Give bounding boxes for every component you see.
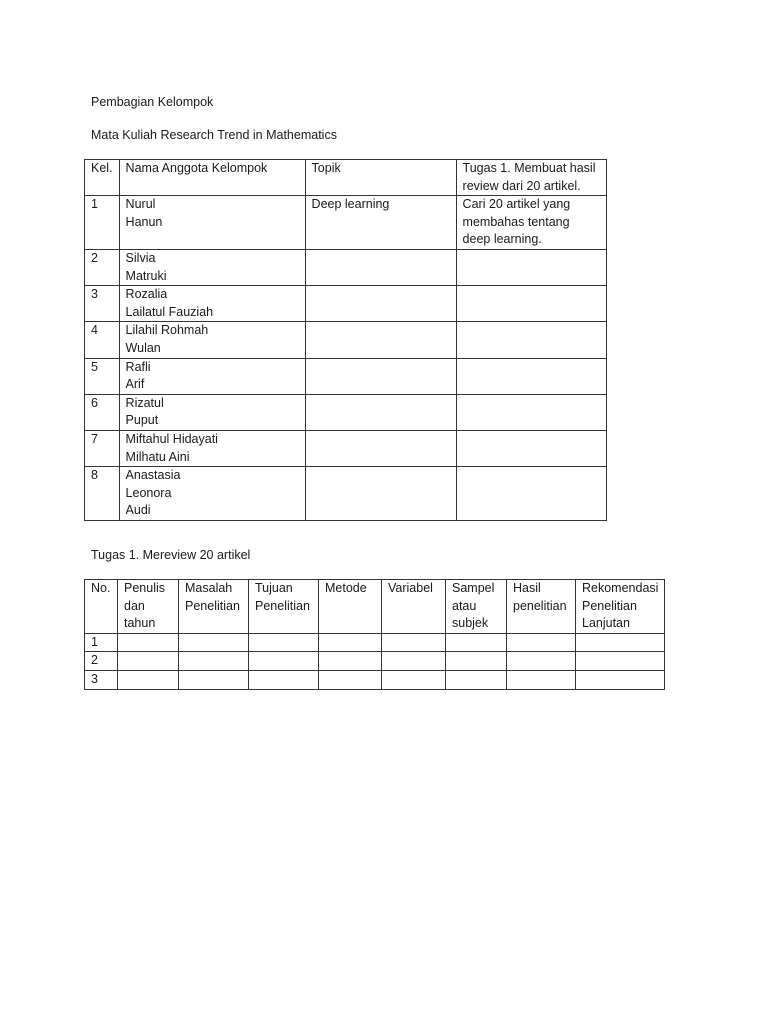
table-row	[85, 358, 607, 394]
header-cell: Sampel atau subjek	[446, 580, 507, 634]
group-table	[84, 159, 607, 521]
group-topic	[305, 467, 456, 521]
group-members	[119, 249, 305, 285]
group-members	[119, 430, 305, 466]
members-text: Rafli Arif	[125, 359, 151, 392]
header-cell: Tugas 1. Membuat hasil review dari 20 artikel.	[456, 160, 606, 196]
group-number: 3	[85, 286, 120, 322]
group-topic	[305, 249, 456, 285]
members-text: Nurul Hanun	[125, 197, 163, 229]
group-members	[119, 394, 305, 430]
group-task	[456, 358, 606, 394]
table-row	[85, 286, 607, 322]
group-number: 7	[85, 430, 120, 466]
group-topic	[305, 430, 456, 466]
group-task	[456, 430, 606, 466]
group-members	[119, 286, 305, 322]
table-row	[85, 670, 665, 689]
header-cell: Topik	[305, 160, 456, 196]
header-cell: Penulis dan tahun	[118, 580, 179, 634]
header-cell: Metode	[319, 580, 382, 634]
table-row	[85, 633, 665, 652]
group-number: 6	[85, 394, 120, 430]
row-number: 2	[85, 652, 118, 671]
group-topic	[305, 286, 456, 322]
group-topic: Deep learning	[305, 196, 456, 250]
members-text: Lilahil Rohmah Wulan	[125, 323, 209, 355]
members-text: Rizatul Puput	[125, 395, 164, 428]
header-cell: No.	[85, 580, 118, 634]
group-number: 4	[85, 322, 120, 358]
review-table	[84, 579, 665, 690]
group-task	[456, 249, 606, 285]
group-task	[456, 394, 606, 430]
group-members	[119, 322, 305, 358]
group-task: Cari 20 artikel yang membahas tentang deep learning.	[456, 196, 606, 250]
table-row	[85, 430, 607, 466]
group-topic	[305, 358, 456, 394]
group-topic	[305, 322, 456, 358]
course-title: Mata Kuliah Research Trend in Mathematics	[91, 128, 337, 142]
group-members	[119, 196, 305, 250]
document-title: Pembagian Kelompok	[91, 95, 214, 109]
header-cell: Hasil penelitian	[507, 580, 576, 634]
review-table-header	[85, 580, 665, 634]
header-cell: Masalah Penelitian	[179, 580, 249, 634]
group-number: 8	[85, 467, 120, 521]
header-cell: Variabel	[382, 580, 446, 634]
group-number: 5	[85, 358, 120, 394]
header-cell: Tujuan Penelitian	[249, 580, 319, 634]
group-task	[456, 286, 606, 322]
row-number: 3	[85, 670, 118, 689]
header-cell: Kel.	[85, 160, 120, 196]
table-row	[85, 249, 607, 285]
table-row	[85, 196, 607, 250]
group-members	[119, 467, 305, 521]
table-row	[85, 394, 607, 430]
group-number: 2	[85, 249, 120, 285]
header-cell: Nama Anggota Kelompok	[119, 160, 305, 196]
table-row	[85, 467, 607, 521]
members-text: Rozalia Lailatul Fauziah	[125, 287, 214, 319]
table-row	[85, 322, 607, 358]
row-number: 1	[85, 633, 118, 652]
members-text: Miftahul Hidayati Milhatu Aini	[125, 431, 218, 464]
group-members	[119, 358, 305, 394]
group-task	[456, 467, 606, 521]
header-cell: Rekomendasi Penelitian Lanjutan	[576, 580, 665, 634]
group-number: 1	[85, 196, 120, 250]
group-topic	[305, 394, 456, 430]
group-table-header	[85, 160, 607, 196]
members-text: Anastasia Leonora Audi	[125, 468, 181, 518]
group-task	[456, 322, 606, 358]
task-heading: Tugas 1. Mereview 20 artikel	[91, 548, 251, 562]
members-text: Silvia Matruki	[125, 250, 167, 283]
table-row	[85, 652, 665, 671]
